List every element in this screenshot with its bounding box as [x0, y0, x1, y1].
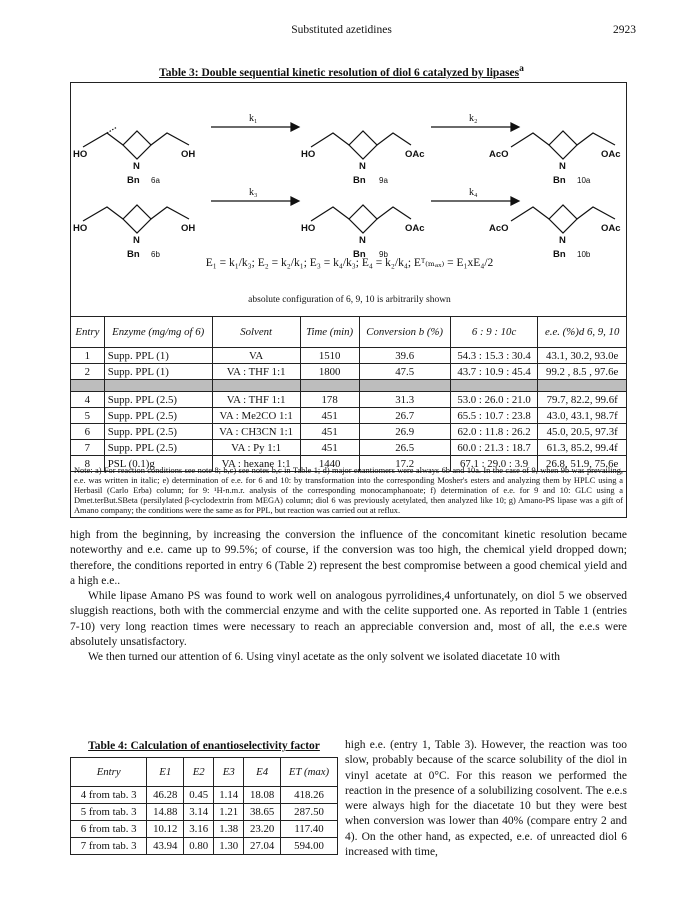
label-aco-10a: AcO — [489, 149, 509, 160]
th-ee: e.e. (%)d 6, 9, 10 — [538, 317, 627, 348]
cell: 43.7 : 10.9 : 45.4 — [450, 364, 538, 380]
cell: 451 — [300, 424, 359, 440]
table4-caption: Table 4: Calculation of enantioselectivity factor — [88, 740, 320, 752]
label-n-9a: N — [359, 161, 366, 172]
th-entry: Entry — [71, 317, 105, 348]
cell: VA — [212, 348, 300, 364]
label-bn-6b: Bn — [127, 249, 140, 260]
th-ratio: 6 : 9 : 10c — [450, 317, 538, 348]
label-oac-10a: OAc — [601, 149, 621, 160]
paragraph: While lipase Amano PS was found to work well on analogous pyrrolidines,4 unfortunately, on diol 5 we observed sluggish reactions, both with the commercial enzyme and with the celite supported one. As reported in Table 1 (entries 7-10) very long reaction times were necessary to reach an appreciable conversion and, most of all, the e.e.s were absolutely unsatisfactory. — [70, 590, 627, 649]
cell: 17.2 — [359, 456, 450, 472]
compound-6a: 6a — [151, 176, 160, 185]
label-bn-10b: Bn — [553, 249, 566, 260]
table-row — [71, 821, 338, 838]
rate-k2: k₂ — [469, 113, 478, 124]
table-row — [71, 804, 338, 821]
label-oac-9a: OAc — [405, 149, 425, 160]
cell: 43.94 — [147, 838, 184, 855]
cell: 1800 — [300, 364, 359, 380]
scheme-row-b — [83, 197, 615, 233]
cell: 3.16 — [184, 821, 214, 838]
compound-10a: 10a — [577, 176, 591, 185]
table3-footnote: Note: a) For reaction conditions see note 8; b,c) see notes b,c in Table 1; d) major enantiomers were always 6b and 10a. In the case of 9, when 9b was prevailing, e.e. was written in italic; e) determination of e.e. for 6 and 10: by transformation into the corresponding Mosher's esters and analyzing them by HPLC using a Herbasil (Carlo Erba) column; for 9: ¹H-n.m.r. analysis of the corresponding monocamphanoate; f) determination of e.e. for 9 and 10: GLC using a Dmet.terBut.SBeta (persilylated β-cyclodextrin from MEGA) column; diol 6 was previously acetylated, then analyzed like 10; g) Amano-PS lipase was a gift of Amano company; the conditions were the same as for PPL, but reaction was carried out at reflux. — [70, 465, 627, 518]
cell: 1 — [71, 348, 105, 364]
cell: 451 — [300, 408, 359, 424]
table-row — [71, 348, 627, 364]
cell: 418.26 — [281, 787, 338, 804]
label-ho-6b: HO — [73, 223, 88, 234]
cell: Supp. PPL (2.5) — [104, 440, 212, 456]
paragraph: We then turned our attention of 6. Using vinyl acetate as the only solvent we isolated diacetate 10 with — [88, 651, 561, 664]
page-number: 2923 — [613, 24, 636, 36]
reaction-scheme-drawing — [71, 83, 628, 317]
label-n-10a: N — [559, 161, 566, 172]
cell: 26.5 — [359, 440, 450, 456]
cell: VA : CH3CN 1:1 — [212, 424, 300, 440]
th-enzyme: Enzyme (mg/mg of 6) — [104, 317, 212, 348]
cell: 79.7, 82.2, 99.6f — [538, 392, 627, 408]
cell: Supp. PPL (2.5) — [104, 424, 212, 440]
running-header-title: Substituted azetidines — [291, 24, 392, 36]
cell: 4 — [71, 392, 105, 408]
cell: 23.20 — [244, 821, 281, 838]
cell: Supp. PPL (1) — [104, 364, 212, 380]
label-bn-9b: Bn — [353, 249, 366, 260]
cell: 6 — [71, 424, 105, 440]
cell: 1440 — [300, 456, 359, 472]
th-entry: Entry — [71, 758, 147, 787]
compound-10b: 10b — [577, 250, 591, 259]
th-e2: E2 — [184, 758, 214, 787]
cell: 67.1 : 29.0 : 3.9 — [450, 456, 538, 472]
table4 — [70, 757, 338, 855]
th-conversion: Conversion b (%) — [359, 317, 450, 348]
cell: 178 — [300, 392, 359, 408]
cell: 7 — [71, 440, 105, 456]
cell: 60.0 : 21.3 : 18.7 — [450, 440, 538, 456]
cell: 14.88 — [147, 804, 184, 821]
compound-6b: 6b — [151, 250, 160, 259]
label-n-9b: N — [359, 235, 366, 246]
body-text-upper — [70, 528, 627, 666]
cell: 0.45 — [184, 787, 214, 804]
rate-k4: k₄ — [469, 187, 478, 198]
cell: Supp. PPL (1) — [104, 348, 212, 364]
cell: Supp. PPL (2.5) — [104, 392, 212, 408]
label-n-6b: N — [133, 235, 140, 246]
cell: 45.0, 20.5, 97.3f — [538, 424, 627, 440]
cell: 1.38 — [214, 821, 244, 838]
cell: 99.2 , 8.5 , 97.6e — [538, 364, 627, 380]
cell: Supp. PPL (2.5) — [104, 408, 212, 424]
label-bn-6a: Bn — [127, 175, 140, 186]
cell: 451 — [300, 440, 359, 456]
selectivity-equation: E₁ = k₁/k₃; E₂ = k₂/k₁; E₃ = k₄/k₃; E₄ = k₂/k₄; Eᵀ₍ₘₐₓ₎ = E₁xE₄/2 — [205, 257, 494, 269]
cell: 7 from tab. 3 — [71, 838, 147, 855]
cell: 46.28 — [147, 787, 184, 804]
label-ho-9b: HO — [301, 223, 316, 234]
cell: 26.9 — [359, 424, 450, 440]
scheme-row-a — [83, 123, 615, 159]
label-bn-10a: Bn — [553, 175, 566, 186]
table-row — [71, 424, 627, 440]
label-n-10b: N — [559, 235, 566, 246]
table-row — [71, 392, 627, 408]
compound-9a: 9a — [379, 176, 388, 185]
cell: 6 from tab. 3 — [71, 821, 147, 838]
table-row — [71, 787, 338, 804]
table-row — [71, 440, 627, 456]
cell: 47.5 — [359, 364, 450, 380]
cell: 0.80 — [184, 838, 214, 855]
th-e1: E1 — [147, 758, 184, 787]
label-oh-6a: OH — [181, 149, 196, 160]
cell: VA : Me2CO 1:1 — [212, 408, 300, 424]
th-e4: E4 — [244, 758, 281, 787]
label-ho-9a: HO — [301, 149, 316, 160]
paragraph: high from the beginning, by increasing the conversion the influence of the concomitant kinetic resolution became noteworthy and e.e. came up to 99.5%; of course, if the conversion was too high, the chemical yield dropped down; therefore, the conditions reported in entry 6 (Table 2) represent the best compromise between a good chemical yield and a high e.e.. — [70, 529, 627, 587]
obscured-row — [71, 380, 627, 392]
cell: 1.14 — [214, 787, 244, 804]
cell: 43.0, 43.1, 98.7f — [538, 408, 627, 424]
label-oac-9b: OAc — [405, 223, 425, 234]
label-ho-6a: HO — [73, 149, 88, 160]
cell: 8 — [71, 456, 105, 472]
cell: 38.65 — [244, 804, 281, 821]
cell: PSL (0.1)g — [104, 456, 212, 472]
label-bn-9a: Bn — [353, 175, 366, 186]
cell: 1510 — [300, 348, 359, 364]
label-aco-10b: AcO — [489, 223, 509, 234]
label-oh-6b: OH — [181, 223, 196, 234]
table4-header-row — [71, 758, 338, 787]
cell: 43.1, 30.2, 93.0e — [538, 348, 627, 364]
cell: 117.40 — [281, 821, 338, 838]
cell: 53.0 : 26.0 : 21.0 — [450, 392, 538, 408]
cell: 287.50 — [281, 804, 338, 821]
th-et: ET (max) — [281, 758, 338, 787]
cell: 61.3, 85.2, 99.4f — [538, 440, 627, 456]
absolute-configuration-note: absolute configuration of 6, 9, 10 is arbitrarily shown — [248, 295, 451, 305]
cell: VA : THF 1:1 — [212, 392, 300, 408]
body-text-right-column: high e.e. (entry 1, Table 3). However, the reaction was too slow, probably because of the scarce solubility of the diol in vinyl acetate at 0°C. For this reason we performed the reaction in the presence of a solubilizing cosolvent. The e.e.s were always high for the diacetate 10 but they were best when conversion was lower than 40% (compare entry 2 and 4). On the other hand, as expected, e.e. of unreacted diol 6 increased with time, — [345, 739, 627, 859]
reaction-scheme — [70, 82, 627, 316]
cell: 27.04 — [244, 838, 281, 855]
cell: VA : hexane 1:1 — [212, 456, 300, 472]
table3 — [70, 316, 627, 472]
cell: VA : THF 1:1 — [212, 364, 300, 380]
cell: 26.7 — [359, 408, 450, 424]
cell: 1.30 — [214, 838, 244, 855]
cell: 594.00 — [281, 838, 338, 855]
th-e3: E3 — [214, 758, 244, 787]
cell: VA : Py 1:1 — [212, 440, 300, 456]
th-solvent: Solvent — [212, 317, 300, 348]
compound-9b: 9b — [379, 250, 388, 259]
cell: 39.6 — [359, 348, 450, 364]
cell: 54.3 : 15.3 : 30.4 — [450, 348, 538, 364]
cell: 3.14 — [184, 804, 214, 821]
table3-caption: Table 3: Double sequential kinetic resolution of diol 6 catalyzed by lipases$^a$ — [159, 63, 524, 79]
cell: 5 from tab. 3 — [71, 804, 147, 821]
th-time: Time (min) — [300, 317, 359, 348]
rate-k3: k₃ — [249, 187, 258, 198]
cell: 62.0 : 11.8 : 26.2 — [450, 424, 538, 440]
cell: 2 — [71, 364, 105, 380]
cell: 1.21 — [214, 804, 244, 821]
label-n-6a: N — [133, 161, 140, 172]
table-row — [71, 838, 338, 855]
table3-header-row — [71, 317, 627, 348]
cell: 65.5 : 10.7 : 23.8 — [450, 408, 538, 424]
cell: 31.3 — [359, 392, 450, 408]
cell: 10.12 — [147, 821, 184, 838]
cell: 4 from tab. 3 — [71, 787, 147, 804]
cell: 18.08 — [244, 787, 281, 804]
table-row — [71, 408, 627, 424]
rate-k1: k₁ — [249, 113, 258, 124]
table-row — [71, 364, 627, 380]
cell: 5 — [71, 408, 105, 424]
label-oac-10b: OAc — [601, 223, 621, 234]
cell: 26.8, 51.9, 75.6e — [538, 456, 627, 472]
